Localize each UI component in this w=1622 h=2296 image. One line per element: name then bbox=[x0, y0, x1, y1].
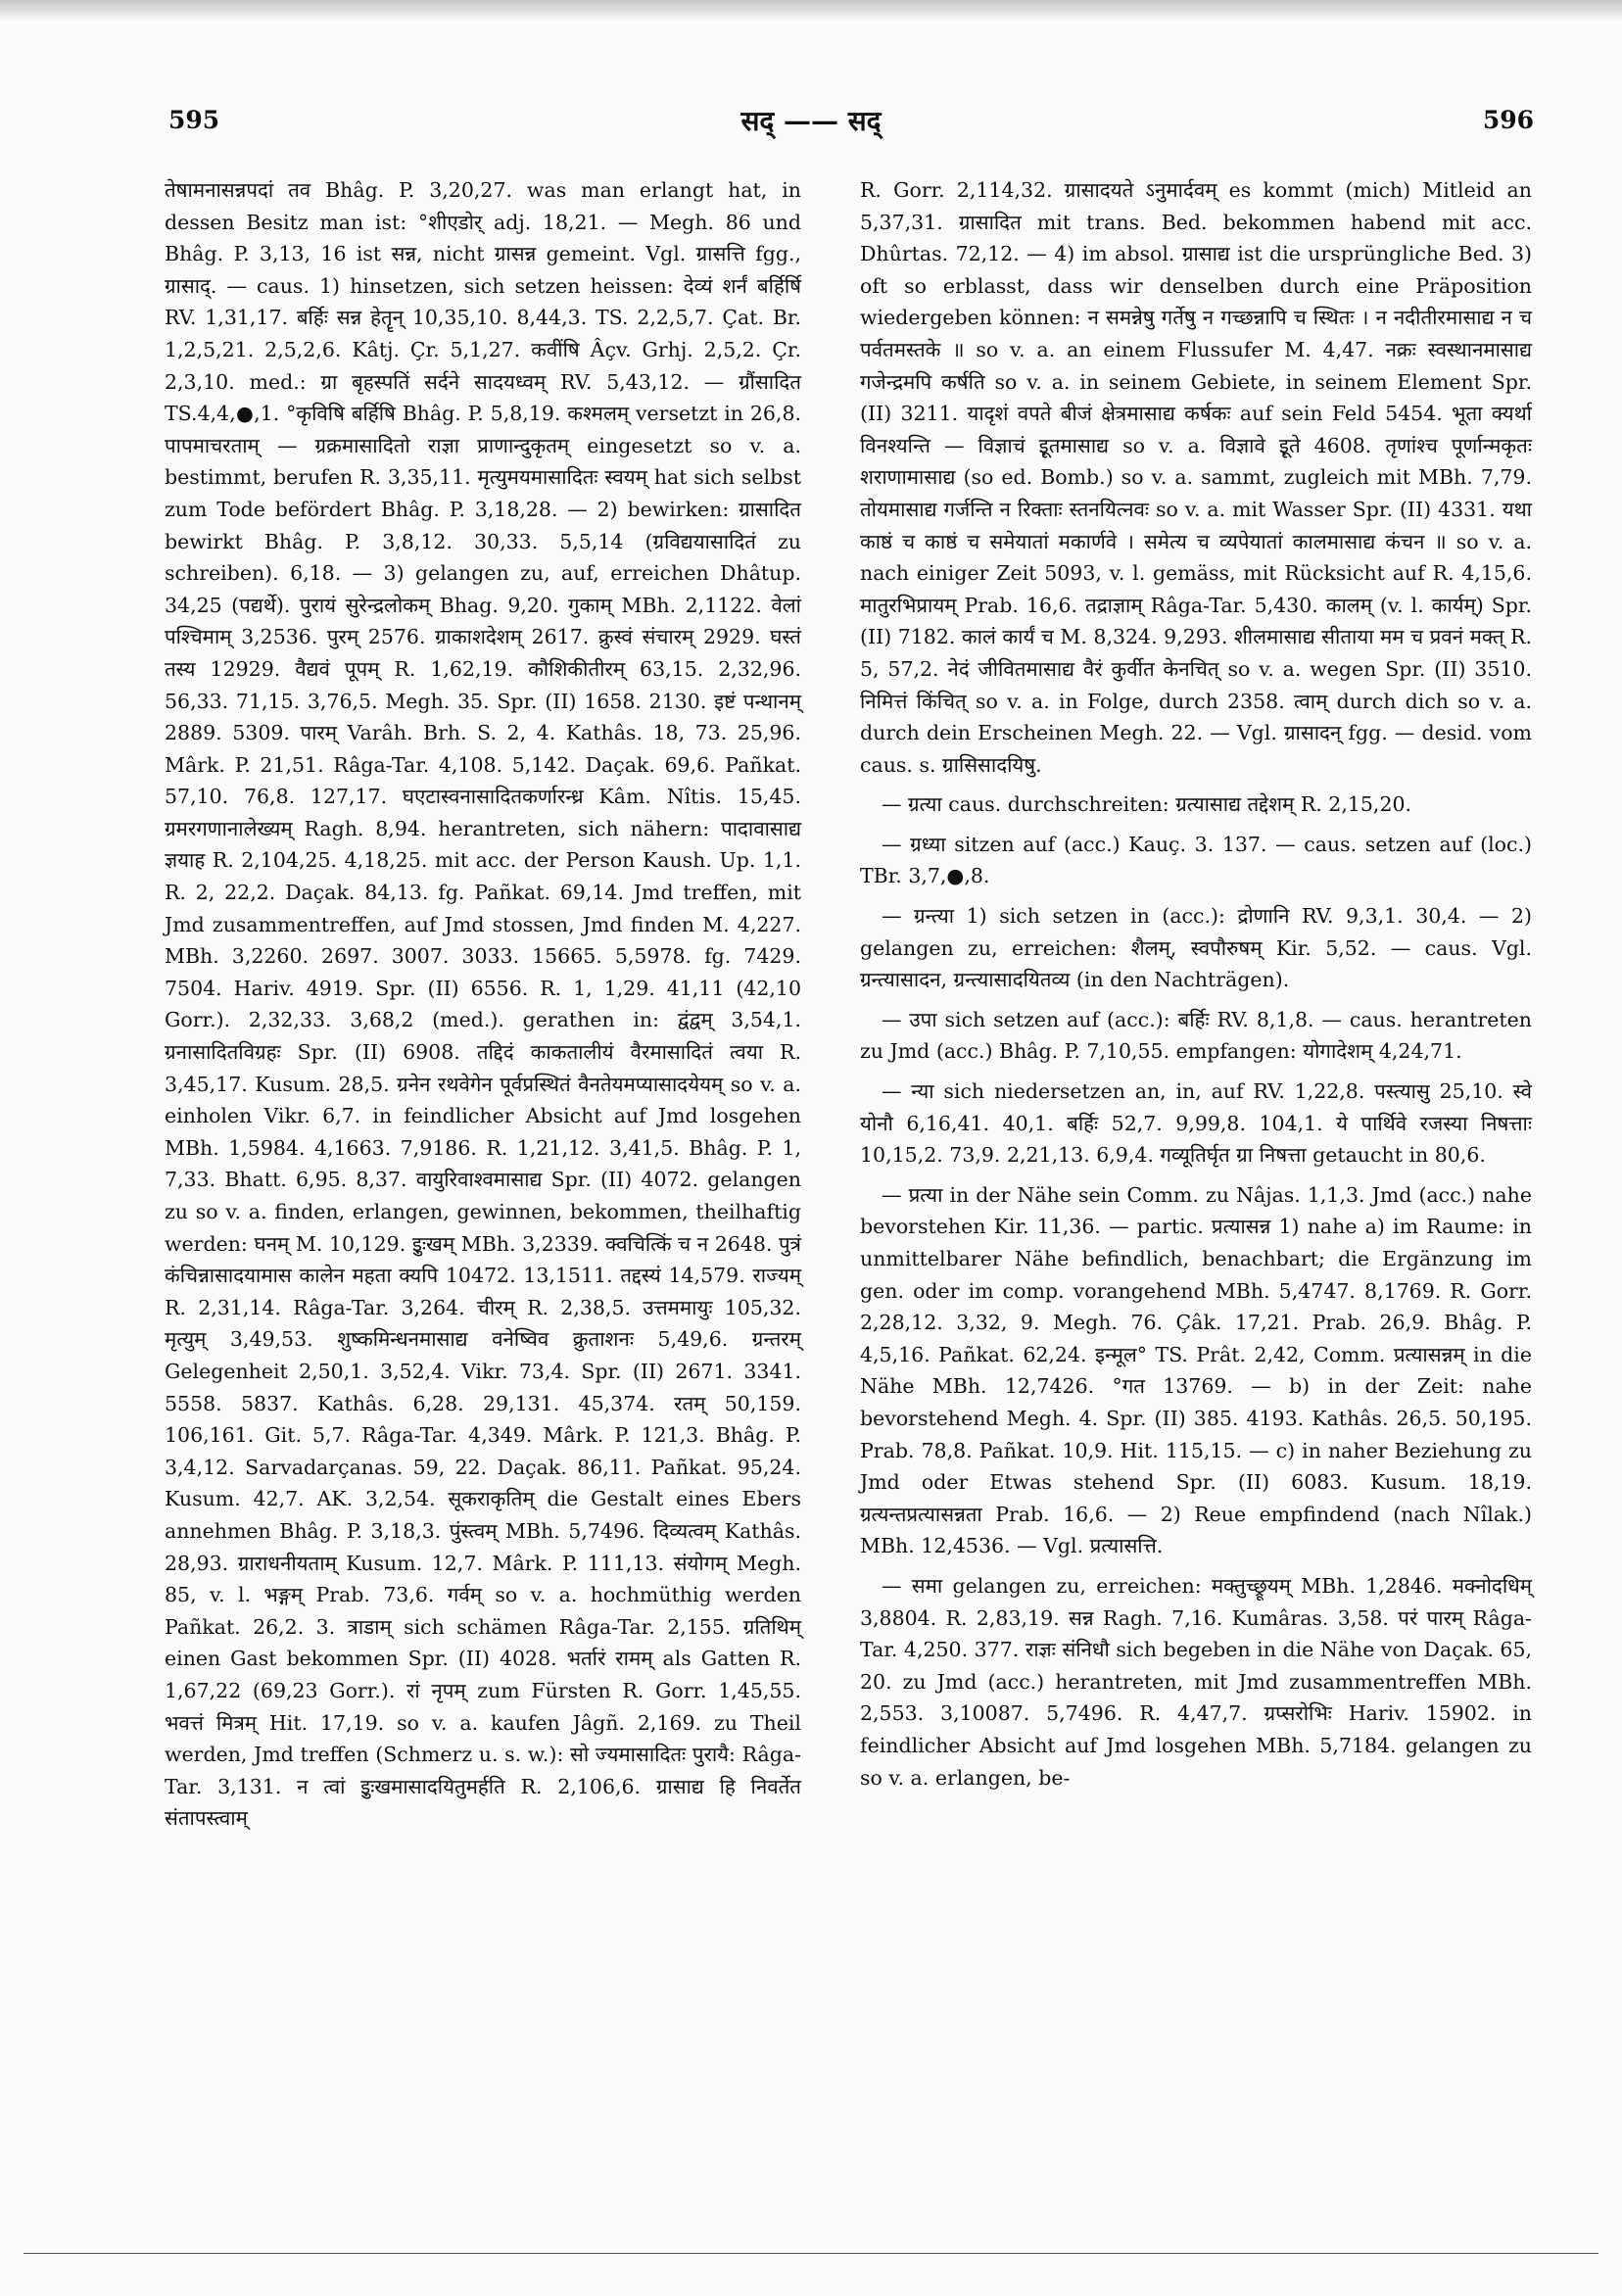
entry-pratya: — प्रत्या in der Nähe sein Comm. zu Nâjas. 1,1,3. Jmd (acc.) nahe bevorstehen Kir. 11,36. — partic. प्रत्यासन्न 1) nahe a) im Raume: in unmittelbarer Nähe befindlich, benachbart; die Ergänzung im gen. oder im comp. vorangehend MBh. 5,4747. 8,1769. R. Gorr. 2,28,12. 3,32, 9. Megh. 76. Çâk. 17,21. Prab. 26,9. Bhâg. P. 4,5,16. Pañkat. 62,24. इन्मूल° TS. Prât. 2,42, Comm. प्रत्यासन्नम् in die Nähe MBh. 12,7426. °गत 13769. — b) in der Zeit: nahe bevorstehend Megh. 4. Spr. (II) 385. 4193. Kathâs. 26,5. 50,195. Prab. 78,8. Pañkat. 10,9. Hit. 115,15. — c) in naher Beziehung zu Jmd oder Etwas stehend Spr. (II) 6083. Kusum. 18,19. ग्रत्यन्तप्रत्यासन्नता Prab. 16,6. — 2) Reue empfindend (nach Nîlak.) MBh. 12,4536. — Vgl. प्रत्यासत्ति. bbox=[860, 1182, 1532, 1558]
right-paragraph: R. Gorr. 2,114,32. ग्रासादयते ऽनुमार्दवम् es kommt (mich) Mitleid an 5,37,31. ग्रासादित mit trans. Bed. bekommen habend mit acc. Dhûrtas. 72,12. — 4) im absol. ग्रासाद्य ist die ursprüngliche Bed. 3) oft so erblasst, dass wir denselben durch eine Präposition wiedergeben können: न समन्नेषु गर्तेषु न गच्छन्नापि च स्थितः । न नदीतीरमासाद्य न च पर्वतमस्तके ॥ so v. a. an einem Flussufer M. 4,47. नक्रः स्वस्थानमासाद्य गजेन्द्रमपि कर्षति so v. a. in seinem Gebiete, in seinem Element Spr. (II) 3211. यादृशं वपते बीजं क्षेत्रमासाद्य कर्षकः auf sein Feld 5454. भूता क्यर्था विनश्यन्ति — विज्ञाचं इूतमासाद्य so v. a. विज्ञावे इूते 4608. तृणांश्च पूर्णान्मकृतः शराणामासाद्य (so ed. Bomb.) so v. a. sammt, zugleich mit MBh. 7,79. तोयमासाद्य गर्जन्ति न रिक्ताः स्तनयित्नवः so v. a. mit Wasser Spr. (II) 4331. यथा काष्ठं च काष्ठं च समेयातां मकार्णवे । समेत्य च व्यपेयातां कालमासाद्य कंचन ॥ so v. a. nach einiger Zeit 5093, v. l. gemäss, mit Rücksicht auf R. 4,15,6. मातुरभिप्रायम् Prab. 16,6. तद्राज्ञाम् Râga-Tar. 5,430. कालम् (v. l. कार्यम्) Spr. (II) 7182. कालं कार्यं च M. 8,324. 9,293. शीलमासाद्य सीताया मम च प्रवनं मक्त् R. 5, 57,2. नेदं जीवितमासाद्य वैरं कुर्वीत केनचित् so v. a. wegen Spr. (II) 3510. निमित्तं किंचित् so v. a. in Folge, durch 2358. त्वाम् durch dich so v. a. durch dein Erscheinen Megh. 22. — Vgl. ग्रासादन् fgg. — desid. vom caus. s. ग्रासिसादयिषु. bbox=[860, 178, 1532, 777]
left-paragraph: तेषामनासन्नपदां तव Bhâg. P. 3,20,27. was man erlangt hat, in dessen Besitz man ist: °शीएडोर् adj. 18,21. — Megh. 86 und Bhâg. P. 3,13, 16 ist सन्न, nicht ग्रासन्न gemeint. Vgl. ग्रासत्ति fgg., ग्रासाद्. — caus. 1) hinsetzen, sich setzen heissen: देव्यं शर्नं बर्हिर्षि RV. 1,31,17. बर्हिः सन्न हेतॄन् 10,35,10. 8,44,3. TS. 2,2,5,7. Çat. Br. 1,2,5,21. 2,5,2,6. Kâtj. Çr. 5,1,27. कवींषि Âçv. Grhj. 2,5,2. Çr. 2,3,10. med.: ग्रा बृहस्पतिं सर्दने सादयध्वम् RV. 5,43,12. — ग्रौंसादित TS.4,4,●,1. °कृविषि बर्हिषि Bhâg. P. 5,8,19. कश्मलम् versetzt in 26,8. पापमाचरताम् — ग्रक्रमासादितो राज्ञा प्राणान्दुकृतम् eingesetzt so v. a. bestimmt, berufen R. 3,35,11. मृत्युमयमासादितः स्वयम् hat sich selbst zum Tode befördert Bhâg. P. 3,18,28. — 2) bewirken: ग्रासादित bewirkt Bhâg. P. 3,8,12. 30,33. 5,5,14 (ग्रविद्ययासादितं zu schreiben). 6,18. — 3) gelangen zu, auf, erreichen Dhâtup. 34,25 (पद्यर्थे). पुरायं सुरेन्द्रलोकम् Bhag. 9,20. गुकाम् MBh. 2,1122. वेलां पश्चिमाम् 3,2536. पुरम् 2576. ग्राकाशदेशम् 2617. क्रुस्वं संचारम् 2929. घस्तं तस्य 12929. वैद्यवं पूपम् R. 1,62,19. कौशिकीतीरम् 63,15. 2,32,96. 56,33. 71,15. 3,76,5. Megh. 35. Spr. (II) 1658. 2130. इष्टं पन्थानम् 2889. 5309. पारम् Varâh. Brh. S. 2, 4. Kathâs. 18, 73. 25,96. Mârk. P. 21,51. Râga-Tar. 4,108. 5,142. Daçak. 69,6. Pañkat. 57,10. 76,8. 127,17. घएटास्वनासादितकर्णारन्ध्र Kâm. Nîtis. 15,45. ग्रमरगणानालेख्यम् Ragh. 8,94. herantreten, sich nähern: पादावासाद्य ज्ञयाह R. 2,104,25. 4,18,25. mit acc. der Person Kaush. Up. 1,1. R. 2, 22,2. Daçak. 84,13. fg. Pañkat. 69,14. Jmd treffen, mit Jmd zusammentreffen, auf Jmd stossen, Jmd finden M. 4,227. MBh. 3,2260. 2697. 3007. 3033. 15665. 5,5978. fg. 7429. 7504. Hariv. 4919. Spr. (II) 6556. R. 1, 1,29. 41,11 (42,10 Gorr.). 2,32,33. 3,68,2 (med.). gerathen in: द्वंद्वम् 3,54,1. ग्रनासादितविग्रहः Spr. (II) 6908. तद्दिदं काकतालीयं वैरमासादितं त्वया R. 3,45,17. Kusum. 28,5. ग्रनेन रथवेगेन पूर्वप्रस्थितं वैनतेयमप्यासादयेयम् so v. a. einholen Vikr. 6,7. in feindlicher Absicht auf Jmd losgehen MBh. 1,5984. 4,1663. 7,9186. R. 1,21,12. 3,41,5. Bhâg. P. 1, 7,33. Bhatt. 6,95. 8,37. वायुरिवाश्वमासाद्य Spr. (II) 4072. gelangen zu so v. a. finden, erlangen, gewinnen, bekommen, theilhaftig werden: घनम् M. 10,129. इुःखम् MBh. 3,2339. क्वचित्किं च न 2648. पुत्रं कंचिन्नासादयामास कालेन महता क्यपि 10472. 13,1511. तद्दस्यं 14,579. राज्यम् R. 2,31,14. Râga-Tar. 3,264. चीरम् R. 2,38,5. उत्तममायुः 105,32. मृत्युम् 3,49,53. शुष्कमिन्धनमासाद्य वनेष्विव क्रुताशनः 5,49,6. ग्रन्तरम् Gelegenheit 2,50,1. 3,52,4. Vikr. 73,4. Spr. (II) 2671. 3341. 5558. 5837. Kathâs. 6,28. 29,131. 45,374. रतम् 50,159. 106,161. Git. 5,7. Râga-Tar. 4,349. Mârk. P. 121,3. Bhâg. P. 3,4,12. Sarvadarçanas. 59, 22. Daçak. 86,11. Pañkat. 95,24. Kusum. 42,7. AK. 3,2,54. सूकराकृतिम् die Gestalt eines Ebers annehmen Bhâg. P. 3,18,3. पुंस्त्वम् MBh. 5,7496. दिव्यत्वम् Kathâs. 28,93. ग्राराधनीयताम् Kusum. 12,7. Mârk. P. 111,13. संयोगम् Megh. 85, v. l. भङ्गम् Prab. 73,6. गर्वम् so v. a. hochmüthig werden Pañkat. 26,2. 3. त्राडाम् sich schämen Râga-Tar. 2,155. ग्रतिथिम् einen Gast bekommen Spr. (II) 4028. भर्तारं रामम् als Gatten R. 1,67,22 (69,23 Gorr.). रां नृपम् zum Fürsten R. Gorr. 1,45,55. भवत्तं मित्रम् Hit. 17,19. so v. a. kaufen Jâgñ. 2,169. zu Theil werden, Jmd treffen (Schmerz u. s. w.): सो ज्यमासादितः पुरायै: Râga-Tar. 3,131. न त्वां इुःखमासादयितुमर्हति R. 2,106,6. ग्रासाद्य हि निवर्तेत संतापस्त्वाम् bbox=[165, 178, 801, 1831]
scan-edge bbox=[0, 0, 1622, 22]
entry-adhya: — ग्रध्या sitzen auf (acc.) Kauç. 3. 137. — caus. setzen auf (loc.) TBr. 3,7,●,8. bbox=[860, 832, 1532, 888]
entry-atya: — ग्रत्या caus. durchschreiten: ग्रत्यासाद्य तद्देशम् R. 2,15,20. bbox=[882, 792, 1412, 817]
right-column bbox=[860, 174, 1532, 1794]
entry-antya: — ग्रन्त्या 1) sich setzen in (acc.): द्रोणानि RV. 9,3,1. 30,4. — 2) gelangen zu, erreichen: शैलम्, स्वपौरुषम् Kir. 5,52. — caus. Vgl. ग्रन्त्यासादन, ग्रन्त्यासादयितव्य (in den Nachträgen). bbox=[860, 904, 1532, 992]
running-headword: सद् —— सद् bbox=[740, 105, 882, 137]
page-number-right: 596 bbox=[1482, 106, 1534, 134]
page-number-left: 595 bbox=[168, 106, 220, 134]
page-header bbox=[0, 106, 1622, 145]
bottom-rule bbox=[24, 2253, 1598, 2254]
left-column bbox=[165, 174, 801, 1835]
entry-sama: — समा gelangen zu, erreichen: मक्तुच्छ्रूयम् MBh. 1,2846. मक्नोदधिम् 3,8804. R. 2,83,19. सन्न Ragh. 7,16. Kumâras. 3,58. परं पारम् Râga-Tar. 4,250. 377. राज्ञः संनिधौ sich begeben in die Nähe von Daçak. 65, 20. zu Jmd (acc.) herantreten, mit Jmd zusammentreffen MBh. 2,553. 3,10087. 5,7496. R. 4,47,7. ग्रप्सरोभिः Hariv. 15902. in feindlicher Absicht auf Jmd losgehen MBh. 5,7184. gelangen zu so v. a. erlangen, be- bbox=[860, 1573, 1532, 1790]
entry-upa: — उपा sich setzen auf (acc.): बर्हिः RV. 8,1,8. — caus. herantreten zu Jmd (acc.) Bhâg. P. 7,10,55. empfangen: योगादेशम् 4,24,71. bbox=[860, 1007, 1532, 1064]
entry-nya: — न्या sich niedersetzen an, in, auf RV. 1,22,8. पस्त्यासु 25,10. स्वे योनौ 6,16,41. 40,1. बर्हिः 52,7. 9,99,8. 104,1. ये पार्थिवे रजस्या निषत्ताः 10,15,2. 73,9. 2,21,13. 6,9,4. गव्यूतिर्घृत ग्रा निषत्ता getaucht in 80,6. bbox=[860, 1079, 1532, 1168]
